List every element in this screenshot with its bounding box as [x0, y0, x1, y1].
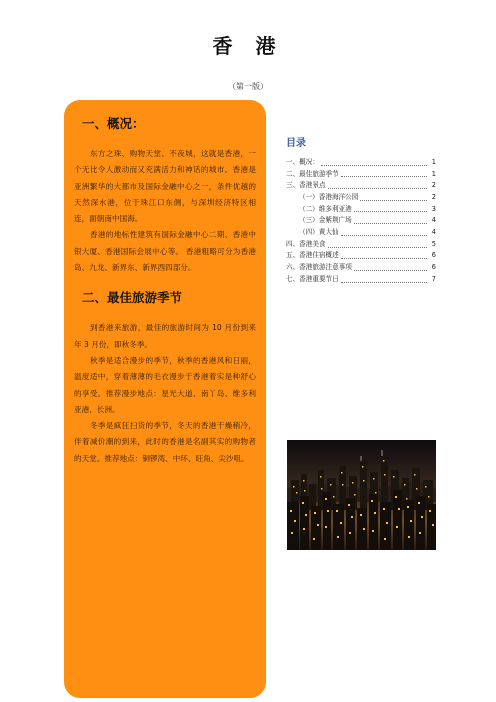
toc-dot-leader	[360, 200, 427, 201]
toc-dot-leader	[341, 282, 427, 283]
table-of-contents	[286, 134, 436, 286]
hong-kong-night-skyline-photo	[287, 440, 436, 550]
toc-entry-label: （四）黄大仙	[299, 228, 339, 237]
toc-entry-label: 六、香港旅游注意事项	[286, 263, 352, 272]
toc-entry-label: （三）金紫荆广场	[299, 216, 352, 225]
toc-entry-label: 一、概况：	[286, 157, 319, 166]
section-heading-best-season: 二、最佳旅游季节	[82, 290, 183, 306]
toc-entry-label: 五、香港住宿概述	[286, 251, 339, 260]
toc-entry[interactable]	[286, 192, 436, 204]
toc-entry[interactable]	[286, 227, 436, 239]
toc-entry[interactable]	[286, 274, 436, 286]
toc-entry-label: 七、香港重要节日	[286, 274, 339, 283]
toc-entry[interactable]	[286, 239, 436, 251]
toc-entry[interactable]	[286, 180, 436, 192]
toc-entry-page: 4	[431, 228, 436, 237]
toc-entry-page: 5	[431, 239, 436, 248]
toc-dot-leader	[328, 247, 427, 248]
toc-entry-label: 三、香港景点	[286, 181, 326, 190]
toc-dot-leader	[341, 176, 427, 177]
toc-entry-page: 3	[431, 204, 436, 213]
season-paragraph: 冬季是疯狂扫货的季节，冬天的香港干燥稍冷，伴着减价潮的到来，此时的香港是名副其实的购物者的天堂。推荐地点：铜锣湾、中环、旺角、尖沙咀。	[74, 421, 256, 463]
toc-dot-leader	[328, 188, 427, 189]
toc-entry-label: 二、最佳旅游季节	[286, 169, 339, 178]
toc-entry-label: 四、香港美食	[286, 239, 326, 248]
toc-dot-leader	[354, 223, 427, 224]
section-heading-overview: 一、概况：	[82, 116, 145, 131]
section-body-overview	[74, 146, 256, 276]
season-paragraph: 秋季是适合漫步的季节，秋季的香港风和日丽，温度适中，穿着薄薄的毛衣漫步于香港着实是种舒心的享受。推荐漫步地点：星光大道、南丫岛、维多利亚港、长洲。	[74, 355, 256, 414]
toc-dot-leader	[341, 235, 427, 236]
toc-entry-label: （二）维多利亚港	[299, 204, 352, 213]
toc-dot-leader	[354, 211, 427, 212]
toc-heading: 目录	[286, 138, 306, 149]
toc-entry-page: 2	[431, 193, 436, 202]
season-paragraph: 到香港来旅游，最佳的旅游时间为 10 月份到来年 3 月份，即秋冬季。	[74, 323, 256, 349]
toc-entry-page: 7	[431, 274, 436, 283]
skyline-illustration	[287, 440, 436, 550]
toc-dot-leader	[354, 270, 427, 271]
toc-entry-page: 6	[431, 251, 436, 260]
toc-list	[286, 157, 436, 286]
section-body-best-season	[74, 320, 256, 467]
toc-entry[interactable]	[286, 215, 436, 227]
overview-paragraph: 东方之珠、购物天堂、不夜城，这就是香港，一个无比令人激动而又充满活力和神话的城市。香港是亚洲繁华的大都市及国际金融中心之一，条件优越的天然深水港，位于珠江口东侧，与深圳经济特区相连，面朝南中国海。	[74, 149, 256, 224]
orange-info-panel	[64, 100, 266, 698]
toc-entry[interactable]	[286, 251, 436, 263]
toc-entry-label: （一）香港海洋公园	[299, 193, 359, 202]
toc-dot-leader	[321, 165, 427, 166]
edition-label: （第一版）	[228, 82, 268, 91]
toc-entry-page: 4	[431, 216, 436, 225]
toc-entry[interactable]	[286, 157, 436, 169]
toc-entry-page: 1	[431, 169, 436, 178]
toc-entry[interactable]	[286, 204, 436, 216]
document-title: 香 港	[212, 34, 284, 58]
overview-paragraph: 香港的地标性建筑有国际金融中心二期、香港中银大厦、香港国际会展中心等。 香港粗略可分为香港岛、九龙、新界东、新界西四部分。	[74, 230, 256, 273]
toc-entry-page: 2	[431, 181, 436, 190]
toc-entry[interactable]	[286, 169, 436, 181]
toc-entry-page: 1	[431, 157, 436, 166]
toc-dot-leader	[341, 258, 427, 259]
toc-entry[interactable]	[286, 262, 436, 274]
toc-entry-page: 6	[431, 263, 436, 272]
